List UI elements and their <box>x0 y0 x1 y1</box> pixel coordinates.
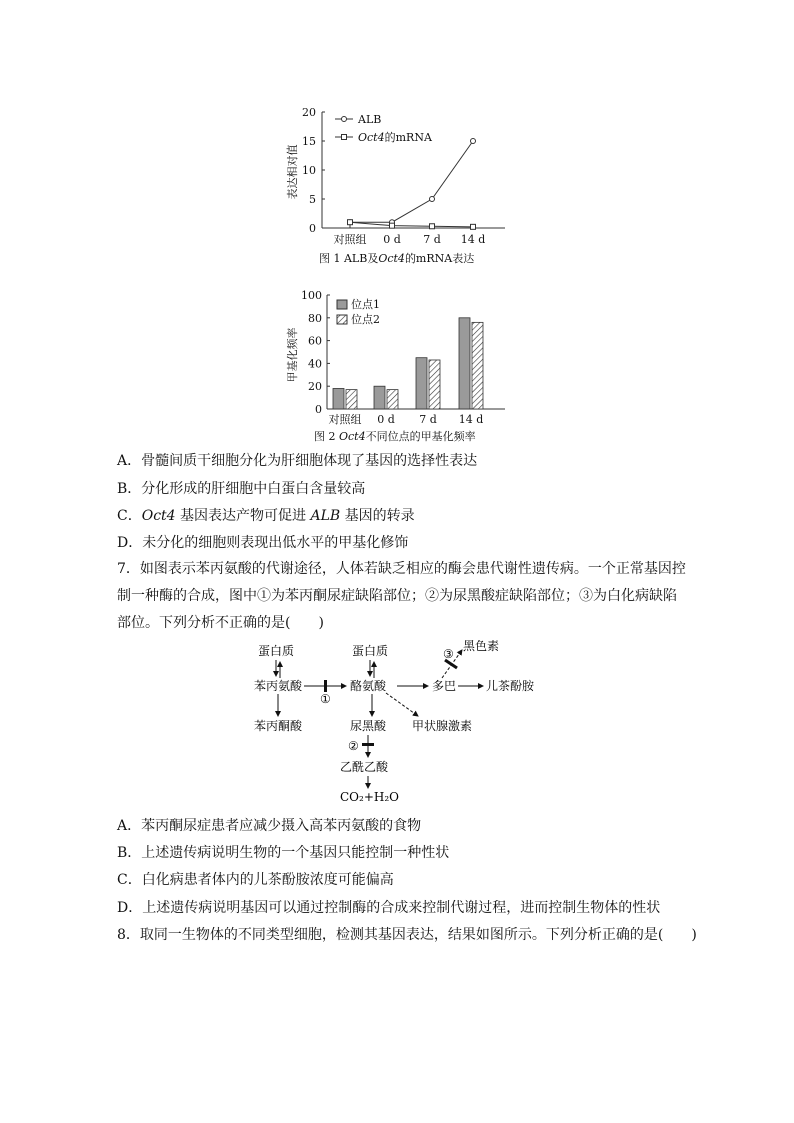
f2-bar-site1 <box>459 318 470 409</box>
f1-legend-label-oct4: Oct4的mRNA <box>358 131 432 144</box>
q7-option-a: A．苯丙酮尿症患者应减少摄入高苯丙氨酸的食物 <box>117 818 422 834</box>
figure-2-caption: 图 2 Oct4不同位点的甲基化频率 <box>314 430 476 443</box>
f1-marks <box>348 139 476 230</box>
q7-option-b: B．上述遗传病说明生物的一个基因只能控制一种性状 <box>117 845 450 861</box>
f1-point-alb <box>430 197 435 202</box>
q7-pathway-diagram <box>240 640 540 815</box>
node-protein-1: 蛋白质 <box>258 644 295 658</box>
mark-3: ③ <box>443 647 454 661</box>
block-2 <box>362 743 374 746</box>
block-1 <box>324 680 327 692</box>
f1-series-alb-line <box>350 141 473 222</box>
figure-1-caption: 图 1 ALB及Oct4的mRNA表达 <box>319 252 475 265</box>
q7-option-d: D．上述遗传病说明基因可以通过控制酶的合成来控制代谢过程，进而控制生物体的性状 <box>117 900 661 916</box>
f2-bar-site2 <box>472 322 483 409</box>
node-dopa: 多巴 <box>432 679 457 693</box>
f2-bar-site2 <box>346 390 357 409</box>
node-thyroxine: 甲状腺激素 <box>412 719 473 733</box>
q7-stem-line-3: 部位。下列分析不正确的是( ) <box>117 615 324 631</box>
f1-y-tick-label: 15 <box>302 135 316 148</box>
f2-x-tick-label: 7 d <box>419 413 437 426</box>
node-phenylalanine: 苯丙氨酸 <box>254 679 303 693</box>
node-phenylpyruvate: 苯丙酮酸 <box>254 719 303 733</box>
f1-series-oct4-line <box>350 222 473 227</box>
f1-x-tick-label: 14 d <box>460 233 486 246</box>
f2-bar-site1 <box>333 388 344 409</box>
q7-stem-line-2: 制一种酶的合成，图中①为苯丙酮尿症缺陷部位；②为尿黑酸症缺陷部位；③为白化病缺陷 <box>117 588 677 604</box>
f1-y-tick-label: 10 <box>302 164 316 177</box>
node-end-product: CO₂+H₂O <box>340 790 399 804</box>
node-protein-2: 蛋白质 <box>352 644 389 658</box>
f1-point-alb <box>471 139 476 144</box>
f2-ylabel: 甲基化频率 <box>286 327 299 383</box>
f1-x-tick-label: 0 d <box>383 233 401 246</box>
f2-y-tick-label: 100 <box>301 289 322 302</box>
q6-option-c: C．Oct4 基因表达产物可促进 ALB 基因的转录 <box>117 508 415 524</box>
f1-legend-label-alb: ALB <box>358 113 382 126</box>
f2-y-tick-label: 60 <box>308 334 322 348</box>
q6-option-b: B．分化形成的肝细胞中白蛋白含量较高 <box>117 481 366 497</box>
f1-ylabel: 表达相对值 <box>286 144 299 200</box>
q7-option-c: C．白化病患者体内的儿茶酚胺浓度可能偏高 <box>117 872 394 888</box>
f2-x-tick-label: 14 d <box>458 413 484 426</box>
f2-bar-site2 <box>387 390 398 409</box>
f1-point-oct4 <box>348 220 353 225</box>
f2-legend <box>337 297 380 326</box>
figure-2-bar-chart <box>283 287 523 427</box>
f1-point-oct4 <box>471 224 476 229</box>
f2-bar-site1 <box>416 358 427 409</box>
f1-point-oct4 <box>390 223 395 228</box>
f1-legend-marker-oct4 <box>342 135 347 140</box>
f2-y-tick-label: 40 <box>308 357 322 371</box>
node-homogentisate: 尿黑酸 <box>350 719 387 733</box>
f1-y-tick-label: 5 <box>309 193 316 206</box>
f2-bar-site2 <box>429 360 440 409</box>
q6-option-a: A．骨髓间质干细胞分化为肝细胞体现了基因的选择性表达 <box>117 453 478 469</box>
f2-legend-swatch-site2 <box>337 315 347 324</box>
f1-y-tick-label: 20 <box>302 106 316 119</box>
f2-y-tick-label: 0 <box>315 403 322 416</box>
f1-legend-marker-alb <box>342 117 347 122</box>
node-acetoacetate: 乙酰乙酸 <box>340 760 389 774</box>
q7-stem <box>117 556 687 637</box>
q8-stem: 8．取同一生物体的不同类型细胞，检测其基因表达，结果如图所示。下列分析正确的是( ) <box>117 927 697 943</box>
f1-x-tick-label: 7 d <box>423 233 441 246</box>
f1-legend <box>335 113 433 144</box>
f2-x-tick-label: 对照组 <box>328 413 362 426</box>
f1-y-tick-label: 0 <box>309 222 316 235</box>
f2-bar-site1 <box>374 386 385 409</box>
mark-1: ① <box>320 692 331 706</box>
f2-x-tick-label: 0 d <box>377 413 395 426</box>
f1-x-tick-label: 对照组 <box>333 233 367 246</box>
node-tyrosine: 酪氨酸 <box>350 679 387 693</box>
f2-legend-label-site1: 位点1 <box>351 298 380 311</box>
f2-legend-label-site2: 位点2 <box>351 313 380 326</box>
figure-1-line-chart <box>280 100 520 270</box>
q6-option-d: D．未分化的细胞则表现出低水平的甲基化修饰 <box>117 535 409 551</box>
f1-point-oct4 <box>430 224 435 229</box>
block-3 <box>445 660 457 668</box>
f2-marks <box>333 318 483 409</box>
q7-stem-line-1: 7．如图表示苯丙氨酸的代谢途径，人体若缺乏相应的酶会患代谢性遗传病。一个正常基因控 <box>117 561 686 577</box>
node-melanin: 黑色素 <box>463 640 500 653</box>
f2-legend-swatch-site1 <box>337 300 347 309</box>
mark-2: ② <box>348 739 359 753</box>
f2-y-tick-label: 80 <box>308 311 322 325</box>
arrow-tyr-thyroxine <box>386 693 418 716</box>
f2-y-tick-label: 20 <box>308 380 322 394</box>
node-catecholamine: 儿茶酚胺 <box>486 679 535 693</box>
